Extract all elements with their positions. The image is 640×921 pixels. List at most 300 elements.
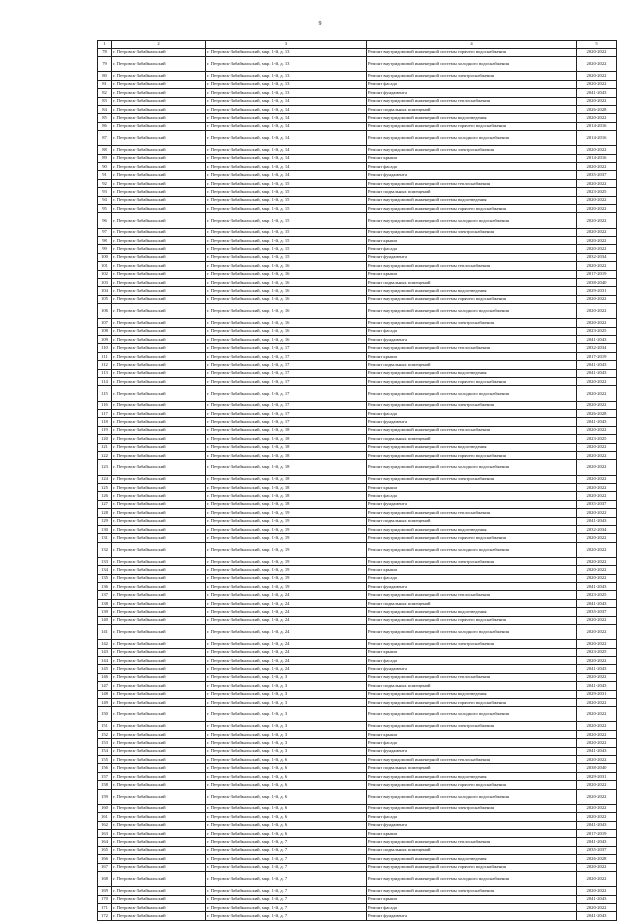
- settlement-cell: г. Петровск-Забайкальский: [112, 813, 206, 821]
- period-cell: 2020-2022: [577, 624, 617, 639]
- table-row: [98, 146, 617, 154]
- row-number-cell: 88: [98, 146, 112, 154]
- period-cell: 2020-2022: [577, 722, 617, 730]
- address-cell: г. Петровск-Забайкальский, мкр. 1-й, д. 7: [206, 855, 367, 863]
- period-cell: 2038-2040: [577, 278, 617, 286]
- table-row: [98, 344, 617, 352]
- period-cell: 2020-2022: [577, 245, 617, 253]
- period-cell: 2014-2016: [577, 154, 617, 162]
- period-cell: 2020-2022: [577, 80, 617, 88]
- period-cell: 2020-2022: [577, 179, 617, 187]
- address-cell: г. Петровск-Забайкальский, мкр. 1-й, д. 17: [206, 361, 367, 369]
- settlement-cell: г. Петровск-Забайкальский: [112, 648, 206, 656]
- row-number-cell: 79: [98, 57, 112, 72]
- work-type-cell: Ремонт внутридомовой инженерной системы холодного водоснабжения: [367, 542, 577, 557]
- work-type-cell: Ремонт подвальных помещений: [367, 105, 577, 113]
- table-row: [98, 789, 617, 804]
- settlement-cell: г. Петровск-Забайкальский: [112, 846, 206, 854]
- address-cell: г. Петровск-Забайкальский, мкр. 1-й, д. 24: [206, 648, 367, 656]
- table-row: [98, 188, 617, 196]
- table-row: [98, 500, 617, 508]
- settlement-cell: г. Петровск-Забайкальский: [112, 410, 206, 418]
- settlement-cell: г. Петровск-Забайкальский: [112, 344, 206, 352]
- settlement-cell: г. Петровск-Забайкальский: [112, 72, 206, 80]
- work-type-cell: Ремонт фундамента: [367, 821, 577, 829]
- address-cell: г. Петровск-Забайкальский, мкр. 1-й, д. 3: [206, 682, 367, 690]
- period-cell: 2041-2043: [577, 821, 617, 829]
- row-number-cell: 171: [98, 903, 112, 911]
- address-cell: г. Петровск-Забайкальский, мкр. 1-й, д. 24: [206, 656, 367, 664]
- work-type-cell: Ремонт крыши: [367, 483, 577, 491]
- table-row: [98, 855, 617, 863]
- row-number-cell: 149: [98, 698, 112, 706]
- table-row: [98, 887, 617, 895]
- table-row: [98, 295, 617, 303]
- address-cell: г. Петровск-Забайкальский, мкр. 1-й, д. 24: [206, 599, 367, 607]
- settlement-cell: г. Петровск-Забайкальский: [112, 863, 206, 871]
- row-number-cell: 158: [98, 781, 112, 789]
- address-cell: г. Петровск-Забайкальский, мкр. 1-й, д. 17: [206, 344, 367, 352]
- work-type-cell: Ремонт фундамента: [367, 89, 577, 97]
- row-number-cell: 94: [98, 196, 112, 204]
- period-cell: 2014-2016: [577, 122, 617, 130]
- work-type-cell: Ремонт крыши: [367, 270, 577, 278]
- work-type-cell: Ремонт фундамента: [367, 253, 577, 261]
- work-type-cell: Ремонт внутридомовой инженерной системы горячего водоснабжения: [367, 863, 577, 871]
- row-number-cell: 143: [98, 648, 112, 656]
- table-row: [98, 122, 617, 130]
- period-cell: 2020-2022: [577, 460, 617, 475]
- address-cell: г. Петровск-Забайкальский, мкр. 1-й, д. 15: [206, 196, 367, 204]
- period-cell: 2035-2037: [577, 846, 617, 854]
- address-cell: г. Петровск-Забайкальский, мкр. 1-й, д. 7: [206, 903, 367, 911]
- table-row: [98, 435, 617, 443]
- settlement-cell: г. Петровск-Забайкальский: [112, 682, 206, 690]
- period-cell: 2041-2043: [577, 665, 617, 673]
- period-cell: 2029-2031: [577, 287, 617, 295]
- settlement-cell: г. Петровск-Забайкальский: [112, 542, 206, 557]
- address-cell: г. Петровск-Забайкальский, мкр. 1-й, д. 18: [206, 460, 367, 475]
- period-cell: 2041-2043: [577, 838, 617, 846]
- row-number-cell: 92: [98, 179, 112, 187]
- work-type-cell: Ремонт внутридомовой инженерной системы теплоснабжения: [367, 262, 577, 270]
- period-cell: 2023-2025: [577, 188, 617, 196]
- address-cell: г. Петровск-Забайкальский, мкр. 1-й, д. 14: [206, 146, 367, 154]
- address-cell: г. Петровск-Забайкальский, мкр. 1-й, д. 24: [206, 640, 367, 648]
- table-row: [98, 57, 617, 72]
- row-number-cell: 139: [98, 608, 112, 616]
- period-cell: 2020-2022: [577, 739, 617, 747]
- period-cell: 2020-2022: [577, 426, 617, 434]
- row-number-cell: 96: [98, 213, 112, 228]
- address-cell: г. Петровск-Забайкальский, мкр. 1-й, д. 15: [206, 188, 367, 196]
- row-number-cell: 111: [98, 352, 112, 360]
- period-cell: 2035-2037: [577, 500, 617, 508]
- period-cell: 2020-2022: [577, 813, 617, 821]
- settlement-cell: г. Петровск-Забайкальский: [112, 451, 206, 459]
- table-row: [98, 171, 617, 179]
- period-cell: 2020-2022: [577, 304, 617, 319]
- row-number-cell: 165: [98, 846, 112, 854]
- row-number-cell: 98: [98, 237, 112, 245]
- table-row: [98, 336, 617, 344]
- row-number-cell: 170: [98, 895, 112, 903]
- settlement-cell: г. Петровск-Забайкальский: [112, 131, 206, 146]
- period-cell: 2020-2022: [577, 730, 617, 738]
- work-type-cell: Ремонт фасада: [367, 245, 577, 253]
- settlement-cell: г. Петровск-Забайкальский: [112, 97, 206, 105]
- period-cell: 2020-2022: [577, 378, 617, 386]
- settlement-cell: г. Петровск-Забайкальский: [112, 525, 206, 533]
- table-row: [98, 262, 617, 270]
- address-cell: г. Петровск-Забайкальский, мкр. 1-й, д. 15: [206, 237, 367, 245]
- settlement-cell: г. Петровск-Забайкальский: [112, 287, 206, 295]
- period-cell: 2041-2043: [577, 682, 617, 690]
- address-cell: г. Петровск-Забайкальский, мкр. 1-й, д. 18: [206, 443, 367, 451]
- table-row: [98, 509, 617, 517]
- address-cell: г. Петровск-Забайкальский, мкр. 1-й, д. 19: [206, 509, 367, 517]
- settlement-cell: г. Петровск-Забайкальский: [112, 838, 206, 846]
- table-row: [98, 451, 617, 459]
- period-cell: 2020-2022: [577, 871, 617, 886]
- work-type-cell: Ремонт крыши: [367, 730, 577, 738]
- table-row: [98, 656, 617, 664]
- period-cell: 2020-2022: [577, 57, 617, 72]
- table-row: [98, 895, 617, 903]
- work-type-cell: Ремонт внутридомовой инженерной системы холодного водоснабжения: [367, 624, 577, 639]
- table-row: [98, 665, 617, 673]
- table-row: [98, 730, 617, 738]
- address-cell: г. Петровск-Забайкальский, мкр. 1-й, д. 17: [206, 369, 367, 377]
- period-cell: 2020-2022: [577, 557, 617, 565]
- settlement-cell: г. Петровск-Забайкальский: [112, 327, 206, 335]
- table-row: [98, 237, 617, 245]
- period-cell: 2020-2022: [577, 903, 617, 911]
- period-cell: 2020-2022: [577, 707, 617, 722]
- settlement-cell: г. Петровск-Забайкальский: [112, 739, 206, 747]
- table-row: [98, 361, 617, 369]
- address-cell: г. Петровск-Забайкальский, мкр. 1-й, д. 17: [206, 410, 367, 418]
- work-type-cell: Ремонт подвальных помещений: [367, 188, 577, 196]
- address-cell: г. Петровск-Забайкальский, мкр. 1-й, д. 16: [206, 327, 367, 335]
- address-cell: г. Петровск-Забайкальский, мкр. 1-й, д. 3: [206, 707, 367, 722]
- address-cell: г. Петровск-Забайкальский, мкр. 1-й, д. 3: [206, 673, 367, 681]
- row-number-cell: 159: [98, 789, 112, 804]
- row-number-cell: 154: [98, 747, 112, 755]
- row-number-cell: 167: [98, 863, 112, 871]
- address-cell: г. Петровск-Забайкальский, мкр. 1-й, д. 6: [206, 829, 367, 837]
- work-type-cell: Ремонт внутридомовой инженерной системы электроснабжения: [367, 72, 577, 80]
- row-number-cell: 115: [98, 386, 112, 401]
- table-row: [98, 813, 617, 821]
- work-type-cell: Ремонт внутридомовой инженерной системы водоотведения: [367, 690, 577, 698]
- work-type-cell: Ремонт внутридомовой инженерной системы горячего водоснабжения: [367, 616, 577, 624]
- settlement-cell: г. Петровск-Забайкальский: [112, 574, 206, 582]
- work-type-cell: Ремонт фасада: [367, 163, 577, 171]
- work-type-cell: Ремонт подвальных помещений: [367, 361, 577, 369]
- work-type-cell: Ремонт крыши: [367, 352, 577, 360]
- work-type-cell: Ремонт внутридомовой инженерной системы электроснабжения: [367, 228, 577, 236]
- page-number: 9: [318, 21, 322, 27]
- work-type-cell: Ремонт внутридомовой инженерной системы водоотведения: [367, 772, 577, 780]
- row-number-cell: 160: [98, 804, 112, 812]
- table-row: [98, 673, 617, 681]
- period-cell: 2029-2031: [577, 690, 617, 698]
- settlement-cell: г. Петровск-Забайкальский: [112, 673, 206, 681]
- address-cell: г. Петровск-Забайкальский, мкр. 1-й, д. 6: [206, 821, 367, 829]
- header-cell: 1: [98, 41, 112, 49]
- address-cell: г. Петровск-Забайкальский, мкр. 1-й, д. 19: [206, 583, 367, 591]
- address-cell: г. Петровск-Забайкальский, мкр. 1-й, д. 15: [206, 253, 367, 261]
- row-number-cell: 90: [98, 163, 112, 171]
- settlement-cell: г. Петровск-Забайкальский: [112, 690, 206, 698]
- settlement-cell: г. Петровск-Забайкальский: [112, 114, 206, 122]
- row-number-cell: 102: [98, 270, 112, 278]
- settlement-cell: г. Петровск-Забайкальский: [112, 460, 206, 475]
- period-cell: 2020-2022: [577, 534, 617, 542]
- table-row: [98, 566, 617, 574]
- row-number-cell: 131: [98, 534, 112, 542]
- row-number-cell: 155: [98, 756, 112, 764]
- row-number-cell: 106: [98, 304, 112, 319]
- period-cell: 2017-2019: [577, 270, 617, 278]
- work-type-cell: Ремонт внутридомовой инженерной системы горячего водоснабжения: [367, 122, 577, 130]
- period-cell: 2029-2031: [577, 772, 617, 780]
- address-cell: г. Петровск-Забайкальский, мкр. 1-й, д. 17: [206, 401, 367, 409]
- period-cell: 2020-2022: [577, 196, 617, 204]
- settlement-cell: г. Петровск-Забайкальский: [112, 253, 206, 261]
- settlement-cell: г. Петровск-Забайкальский: [112, 492, 206, 500]
- header-cell: 5: [577, 41, 617, 49]
- row-number-cell: 138: [98, 599, 112, 607]
- table-row: [98, 401, 617, 409]
- row-number-cell: 151: [98, 722, 112, 730]
- work-type-cell: Ремонт внутридомовой инженерной системы теплоснабжения: [367, 838, 577, 846]
- table-row: [98, 319, 617, 327]
- period-cell: 2020-2022: [577, 483, 617, 491]
- period-cell: 2020-2022: [577, 673, 617, 681]
- row-number-cell: 169: [98, 887, 112, 895]
- settlement-cell: г. Петровск-Забайкальский: [112, 871, 206, 886]
- address-cell: г. Петровск-Забайкальский, мкр. 1-й, д. 24: [206, 624, 367, 639]
- period-cell: 2020-2022: [577, 756, 617, 764]
- work-type-cell: Ремонт фасада: [367, 327, 577, 335]
- work-type-cell: Ремонт внутридомовой инженерной системы холодного водоснабжения: [367, 707, 577, 722]
- row-number-cell: 140: [98, 616, 112, 624]
- period-cell: 2041-2043: [577, 418, 617, 426]
- settlement-cell: г. Петровск-Забайкальский: [112, 122, 206, 130]
- settlement-cell: г. Петровск-Забайкальский: [112, 213, 206, 228]
- table-row: [98, 48, 617, 56]
- row-number-cell: 103: [98, 278, 112, 286]
- address-cell: г. Петровск-Забайкальский, мкр. 1-й, д. 13: [206, 89, 367, 97]
- row-number-cell: 112: [98, 361, 112, 369]
- table-row: [98, 80, 617, 88]
- table-row: [98, 378, 617, 386]
- period-cell: 2020-2022: [577, 698, 617, 706]
- row-number-cell: 99: [98, 245, 112, 253]
- address-cell: г. Петровск-Забайкальский, мкр. 1-й, д. 14: [206, 97, 367, 105]
- period-cell: 2020-2022: [577, 804, 617, 812]
- work-type-cell: Ремонт фасада: [367, 656, 577, 664]
- period-cell: 2020-2022: [577, 451, 617, 459]
- work-type-cell: Ремонт крыши: [367, 566, 577, 574]
- period-cell: 2020-2022: [577, 566, 617, 574]
- work-type-cell: Ремонт фундамента: [367, 583, 577, 591]
- table-row: [98, 131, 617, 146]
- period-cell: 2020-2022: [577, 48, 617, 56]
- address-cell: г. Петровск-Забайкальский, мкр. 1-й, д. 6: [206, 804, 367, 812]
- work-type-cell: Ремонт внутридомовой инженерной системы горячего водоснабжения: [367, 378, 577, 386]
- period-cell: 2041-2043: [577, 599, 617, 607]
- row-number-cell: 123: [98, 460, 112, 475]
- address-cell: г. Петровск-Забайкальский, мкр. 1-й, д. 7: [206, 863, 367, 871]
- period-cell: 2020-2022: [577, 146, 617, 154]
- settlement-cell: г. Петровск-Забайкальский: [112, 105, 206, 113]
- row-number-cell: 104: [98, 287, 112, 295]
- row-number-cell: 120: [98, 435, 112, 443]
- table-row: [98, 327, 617, 335]
- settlement-cell: г. Петровск-Забайкальский: [112, 509, 206, 517]
- period-cell: 2020-2022: [577, 542, 617, 557]
- period-cell: 2020-2022: [577, 492, 617, 500]
- row-number-cell: 172: [98, 912, 112, 920]
- work-type-cell: Ремонт внутридомовой инженерной системы холодного водоснабжения: [367, 460, 577, 475]
- address-cell: г. Петровск-Забайкальский, мкр. 1-й, д. 13: [206, 48, 367, 56]
- period-cell: 2035-2037: [577, 608, 617, 616]
- row-number-cell: 121: [98, 443, 112, 451]
- work-type-cell: Ремонт фундамента: [367, 665, 577, 673]
- work-type-cell: Ремонт внутридомовой инженерной системы электроснабжения: [367, 319, 577, 327]
- settlement-cell: г. Петровск-Забайкальский: [112, 591, 206, 599]
- table-row: [98, 624, 617, 639]
- table-row: [98, 912, 617, 920]
- period-cell: 2035-2037: [577, 171, 617, 179]
- row-number-cell: 126: [98, 492, 112, 500]
- settlement-cell: г. Петровск-Забайкальский: [112, 583, 206, 591]
- settlement-cell: г. Петровск-Забайкальский: [112, 336, 206, 344]
- table-row: [98, 89, 617, 97]
- work-type-cell: Ремонт крыши: [367, 237, 577, 245]
- table-row: [98, 781, 617, 789]
- address-cell: г. Петровск-Забайкальский, мкр. 1-й, д. 14: [206, 122, 367, 130]
- settlement-cell: г. Петровск-Забайкальский: [112, 566, 206, 574]
- row-number-cell: 110: [98, 344, 112, 352]
- table-row: [98, 460, 617, 475]
- row-number-cell: 83: [98, 97, 112, 105]
- settlement-cell: г. Петровск-Забайкальский: [112, 237, 206, 245]
- table-row: [98, 871, 617, 886]
- row-number-cell: 97: [98, 228, 112, 236]
- table-row: [98, 369, 617, 377]
- address-cell: г. Петровск-Забайкальский, мкр. 1-й, д. 3: [206, 698, 367, 706]
- table-row: [98, 583, 617, 591]
- work-type-cell: Ремонт внутридомовой инженерной системы теплоснабжения: [367, 756, 577, 764]
- address-cell: г. Петровск-Забайкальский, мкр. 1-й, д. 16: [206, 336, 367, 344]
- period-cell: 2041-2043: [577, 369, 617, 377]
- table-row: [98, 591, 617, 599]
- work-type-cell: Ремонт фундамента: [367, 500, 577, 508]
- row-number-cell: 127: [98, 500, 112, 508]
- address-cell: г. Петровск-Забайкальский, мкр. 1-й, д. 24: [206, 665, 367, 673]
- work-type-cell: Ремонт внутридомовой инженерной системы водоотведения: [367, 608, 577, 616]
- row-number-cell: 148: [98, 690, 112, 698]
- row-number-cell: 117: [98, 410, 112, 418]
- settlement-cell: г. Петровск-Забайкальский: [112, 278, 206, 286]
- period-cell: 2020-2022: [577, 237, 617, 245]
- period-cell: 2020-2022: [577, 213, 617, 228]
- address-cell: г. Петровск-Забайкальский, мкр. 1-й, д. 15: [206, 245, 367, 253]
- address-cell: г. Петровск-Забайкальский, мкр. 1-й, д. 7: [206, 846, 367, 854]
- table-row: [98, 386, 617, 401]
- work-type-cell: Ремонт внутридомовой инженерной системы теплоснабжения: [367, 426, 577, 434]
- row-number-cell: 125: [98, 483, 112, 491]
- header-cell: 2: [112, 41, 206, 49]
- settlement-cell: г. Петровск-Забайкальский: [112, 188, 206, 196]
- settlement-cell: г. Петровск-Забайкальский: [112, 599, 206, 607]
- address-cell: г. Петровск-Забайкальский, мкр. 1-й, д. 15: [206, 213, 367, 228]
- address-cell: г. Петровск-Забайкальский, мкр. 1-й, д. 6: [206, 772, 367, 780]
- address-cell: г. Петровск-Забайкальский, мкр. 1-й, д. 7: [206, 871, 367, 886]
- address-cell: г. Петровск-Забайкальский, мкр. 1-й, д. 17: [206, 418, 367, 426]
- header-cell: 3: [206, 41, 367, 49]
- work-type-cell: Ремонт внутридомовой инженерной системы холодного водоснабжения: [367, 213, 577, 228]
- work-type-cell: Ремонт фундамента: [367, 747, 577, 755]
- settlement-cell: г. Петровск-Забайкальский: [112, 887, 206, 895]
- row-number-cell: 163: [98, 829, 112, 837]
- address-cell: г. Петровск-Забайкальский, мкр. 1-й, д. 18: [206, 500, 367, 508]
- settlement-cell: г. Петровск-Забайкальский: [112, 304, 206, 319]
- table-row: [98, 772, 617, 780]
- table-row: [98, 304, 617, 319]
- period-cell: 2020-2022: [577, 789, 617, 804]
- work-type-cell: Ремонт внутридомовой инженерной системы горячего водоснабжения: [367, 781, 577, 789]
- table-header-row: [98, 41, 617, 49]
- table-row: [98, 722, 617, 730]
- work-type-cell: Ремонт внутридомовой инженерной системы теплоснабжения: [367, 344, 577, 352]
- address-cell: г. Петровск-Забайкальский, мкр. 1-й, д. 19: [206, 534, 367, 542]
- row-number-cell: 95: [98, 205, 112, 213]
- address-cell: г. Петровск-Забайкальский, мкр. 1-й, д. 6: [206, 756, 367, 764]
- address-cell: г. Петровск-Забайкальский, мкр. 1-й, д. 3: [206, 690, 367, 698]
- row-number-cell: 157: [98, 772, 112, 780]
- settlement-cell: г. Петровск-Забайкальский: [112, 781, 206, 789]
- work-type-cell: Ремонт фасада: [367, 813, 577, 821]
- address-cell: г. Петровск-Забайкальский, мкр. 1-й, д. 13: [206, 80, 367, 88]
- settlement-cell: г. Петровск-Забайкальский: [112, 624, 206, 639]
- work-type-cell: Ремонт крыши: [367, 895, 577, 903]
- work-type-cell: Ремонт внутридомовой инженерной системы электроснабжения: [367, 722, 577, 730]
- work-type-cell: Ремонт подвальных помещений: [367, 435, 577, 443]
- table-row: [98, 196, 617, 204]
- period-cell: 2020-2022: [577, 443, 617, 451]
- row-number-cell: 105: [98, 295, 112, 303]
- address-cell: г. Петровск-Забайкальский, мкр. 1-й, д. 6: [206, 813, 367, 821]
- table-row: [98, 270, 617, 278]
- work-type-cell: Ремонт крыши: [367, 648, 577, 656]
- settlement-cell: г. Петровск-Забайкальский: [112, 640, 206, 648]
- table-row: [98, 97, 617, 105]
- address-cell: г. Петровск-Забайкальский, мкр. 1-й, д. 17: [206, 352, 367, 360]
- address-cell: г. Петровск-Забайкальский, мкр. 1-й, д. 18: [206, 435, 367, 443]
- address-cell: г. Петровск-Забайкальский, мкр. 1-й, д. 16: [206, 304, 367, 319]
- table-row: [98, 756, 617, 764]
- settlement-cell: г. Петровск-Забайкальский: [112, 483, 206, 491]
- work-type-cell: Ремонт внутридомовой инженерной системы водоотведения: [367, 443, 577, 451]
- settlement-cell: г. Петровск-Забайкальский: [112, 707, 206, 722]
- row-number-cell: 153: [98, 739, 112, 747]
- settlement-cell: г. Петровск-Забайкальский: [112, 443, 206, 451]
